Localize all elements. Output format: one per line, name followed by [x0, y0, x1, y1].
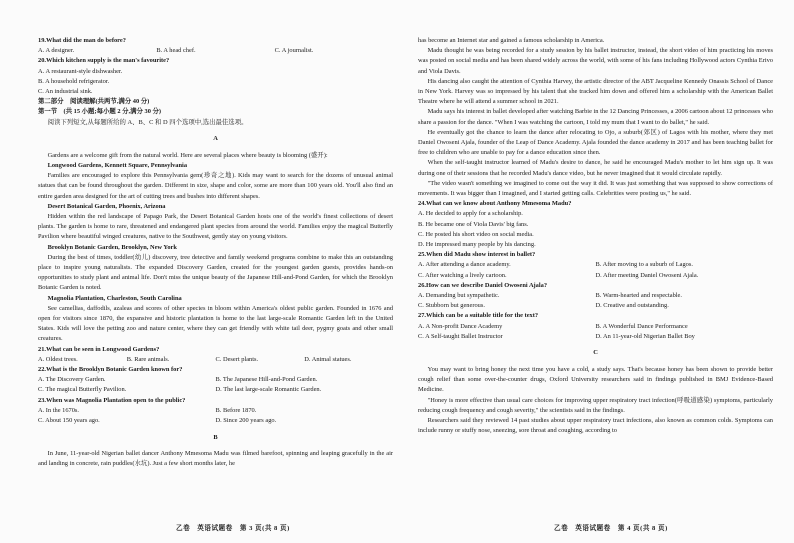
q23-options-row2 — [38, 416, 393, 426]
q26-options-row1 — [418, 291, 773, 301]
q21-option-b: B. Rare animals. — [126, 355, 170, 363]
q23-option-d: D. Since 200 years ago. — [215, 417, 277, 425]
q19-option-c: C. A journalist. — [274, 47, 314, 55]
q22-options-row2 — [38, 385, 393, 395]
left-column — [38, 36, 393, 470]
q26-option-b: B. Warm-hearted and respectable. — [595, 292, 682, 300]
passage-b-p1: has become an Internet star and gained a famous scholarship in America. — [418, 37, 605, 44]
right-column — [418, 36, 773, 437]
q19-option-a: A. A designer. — [38, 47, 75, 55]
passage-b-p6: When the self-taught instructor learned of Madu's desire to dance, he said he encouraged Madu's mother to let him sign up. It was during one of their sessions that he recorded Madu's dance video, but he never imagined that it would circulate rapidly. — [418, 159, 773, 177]
q26-options-row2 — [418, 301, 773, 311]
section1-heading: 第一节 (共 15 小题;每小题 2 分,满分 30 分) — [38, 108, 162, 116]
q22-option-a: A. The Discovery Garden. — [38, 376, 106, 384]
garden4-title: Magnolia Plantation, Charleston, South Carolina — [47, 294, 182, 302]
q27-option-a: A. A Non-profit Dance Academy — [418, 322, 503, 330]
passage-b-title: B — [213, 433, 218, 441]
q19-options — [38, 46, 393, 56]
passage-c-title: C — [593, 349, 598, 357]
q27-question: 27.Which can be a suitable title for the text? — [418, 312, 539, 320]
q23-options-row1 — [38, 406, 393, 416]
q23-option-c: C. About 150 years ago. — [38, 417, 100, 425]
passage-b-p7: "The video wasn't something we imagined to come out the way it did. It was just something that was supposed to show corrections of movements. It was bigger than I imagined, and I started getting calls. Celebrities were posting us," he said. — [418, 179, 773, 198]
q22-question: 22.What is the Brooklyn Botanic Garden known for? — [38, 366, 183, 374]
garden2-title: Desert Botanical Garden, Phoenix, Arizona — [47, 202, 166, 210]
q20-option-c: C. An industrial sink. — [38, 88, 93, 96]
q20-option-b: B. A household refrigerator. — [38, 77, 110, 85]
garden4-text: See camellias, daffodils, azaleas and scores of other species in bloom within America's oldest public garden. Founded in 1676 and open for visitors since 1870, the expansive and historic plantation is home to the last large-scale Romantic Garden left in the United States. Kids will love the petting zoo and nature center, where they can get friendly with white tail deer, pygmy goats and other small creatures. — [38, 304, 393, 343]
q24-option-b: B. He became one of Viola Davis' big fans. — [418, 220, 529, 228]
q21-question: 21.What can be seen in Longwood Gardens? — [38, 345, 160, 353]
garden1-title: Longwood Gardens, Kennett Square, Pennsylvania — [47, 162, 188, 170]
instructions: 阅读下列短文,从每题所给的 A、B、C 和 D 四个选项中,选出最佳选项。 — [47, 118, 248, 126]
q27-options-row2 — [418, 332, 773, 342]
garden3-text: During the best of times, toddler(幼儿) discovery, tree detective and family weekend programs combine to make this an outstanding place to inspire young naturalists. The expanded Discovery Garden, created for the youngest garden guests, provides hands-on opportunities to study plant and animal life. Don't miss the unique beauty of the Japanese Hill-and-Pond Garden, for which the Brooklyn Botanic Garden is noted. — [38, 253, 393, 292]
passage-b-p3: His dancing also caught the attention of Cynthia Harvey, the artistic director of the ABT Jacqueline Kennedy Onassis School of Dance in New York. Harvey was so impressed by his talent that she tracked him down and offered him a scholarship with the American Ballet Theatre where he will attend a summer school in 2021. — [418, 77, 773, 106]
q21-option-d: D. Animal statues. — [304, 355, 352, 363]
q23-option-a: A. In the 1670s. — [38, 406, 80, 414]
q25-question: 25.When did Madu show interest in ballet? — [418, 251, 536, 259]
q25-option-a: A. After attending a dance academy. — [418, 261, 511, 269]
q27-option-c: C. A Self-taught Ballet Instructor — [418, 332, 503, 340]
q24-option-c: C. He posted his short video on social media. — [418, 230, 534, 238]
q20-option-a: A. A restaurant-style dishwasher. — [38, 67, 123, 75]
q26-option-a: A. Demanding but sympathetic. — [418, 292, 500, 300]
q27-option-b: B. A Wonderful Dance Performance — [595, 322, 688, 330]
garden1-text: Families are encouraged to explore this Pennsylvania gem(珍奇之地). Kids may want to search for the dozens of unusual animal statues that can be found throughout the garden. Different in size, shape and color, some are more than 100 years old. You'll also find an entire garden area designed for the art of cutting trees and bushes into different shapes. — [38, 172, 393, 200]
passage-c-p1: You may want to bring honey the next time you have a cold, a study says. That's because honey has been shown to provide better cough relief than some over-the-counter drugs, Oxford University researchers said in findings published in BMJ Evidence-Based Medicine. — [418, 366, 773, 394]
q27-option-d: D. An 11-year-old Nigerian Ballet Boy — [595, 332, 695, 340]
passage-c-p2: "Honey is more effective than usual care choices for improving upper respiratory tract infection(呼吸道感染) symptoms, particularly reducing cough frequency and cough severity," the scientists said in the findings. — [418, 396, 773, 414]
passage-a-title: A — [213, 135, 218, 143]
q24-option-d: D. He impressed many people by his dancing. — [418, 241, 536, 249]
garden2-text: Hidden within the red landscape of Papago Park, the Desert Botanical Garden hosts one of the world's finest collections of desert plants. The garden is home to rare, threatened and endangered plant species from around the world. Families enjoy the magical Butterfly Pavilion where beautiful winged creatures, native to the Southwest, gently stay on young visitors. — [38, 213, 393, 241]
q21-option-c: C. Desert plants. — [215, 355, 259, 363]
passage-b-p4: Madu says his interest in ballet developed after watching Barbie in the 12 Dancing Princesses, a 2006 cartoon about 12 princesses who share a passion for the dance. "When I was watching the cartoon, I told my mum that I want to do ballet," he said. — [418, 108, 773, 126]
q19-option-b: B. A head chef. — [156, 47, 196, 55]
q24-question: 24.What can we know about Anthony Mmesoma Madu? — [418, 200, 572, 208]
q23-option-b: B. Before 1870. — [215, 406, 257, 414]
q22-option-c: C. The magical Butterfly Pavilion. — [38, 386, 127, 394]
q19-question: 19.What did the man do before? — [38, 37, 126, 44]
passage-a-intro: Gardens are a welcome gift from the natural world. Here are several places where beauty is blooming (盛开): — [47, 151, 328, 159]
part2-heading: 第二部分 阅读理解(共两节,满分 40 分) — [38, 98, 150, 106]
garden3-title: Brooklyn Botanic Garden, Brooklyn, New York — [47, 243, 177, 251]
q27-options-row1 — [418, 322, 773, 332]
q22-option-b: B. The Japanese Hill-and-Pond Garden. — [215, 376, 318, 384]
q20-question: 20.Which kitchen supply is the man's favourite? — [38, 57, 170, 65]
q26-option-d: D. Creative and outstanding. — [595, 302, 669, 310]
passage-c-p3: Researchers said they reviewed 14 past studies about upper respiratory tract infections, also known as common colds. Symptoms can include runny or stuffy nose, sneezing, sore throat and coughing, according to — [418, 417, 773, 435]
q26-question: 26.How can we describe Daniel Owoseni Ajala? — [418, 281, 548, 289]
q25-options-row1 — [418, 260, 773, 270]
q25-option-d: D. After meeting Daniel Owoseni Ajala. — [595, 271, 699, 279]
q25-options-row2 — [418, 271, 773, 281]
left-page-footer: 乙卷 英语试题卷 第 3 页(共 8 页) — [176, 525, 290, 532]
q25-option-b: B. After moving to a suburb of Lagos. — [595, 261, 693, 269]
q22-option-d: D. The last large-scale Romantic Garden. — [215, 386, 322, 394]
q26-option-c: C. Stubborn but generous. — [418, 302, 485, 310]
q21-options — [38, 355, 393, 365]
right-page-footer: 乙卷 英语试题卷 第 4 页(共 8 页) — [554, 525, 668, 532]
q22-options-row1 — [38, 375, 393, 385]
passage-b-p2: Madu thought he was being recorded for a study session by his ballet instructor, instead, the short video of him practicing his moves was posted on social media and has been shared widely across the world, with some of his fans including Hollywood actors Cynthia Erivo and Viola Davis. — [418, 47, 773, 75]
q25-option-c: C. After watching a lively cartoon. — [418, 271, 507, 279]
q24-option-a: A. He decided to apply for a scholarship. — [418, 210, 523, 218]
q23-question: 23.When was Magnolia Plantation open to the public? — [38, 396, 186, 404]
passage-b-start: In June, 11-year-old Nigerian ballet dancer Anthony Mmesoma Madu was filmed barefoot, spinning and leaping gracefully in the air and landing in concrete, rain puddles(水坑). Just a few short months later, he — [38, 450, 393, 468]
passage-b-p5: He eventually got the chance to learn the dance after relocating to Ojo, a suburb(郊区) of Lagos with his mother, where they met Daniel Owoseni Ajala, founder of the Leap of Dance Academy. Ajala founded the dance academy in 2017 and has been teaching ballet for free to children who are unable to pay for a dance education since then. — [418, 128, 773, 157]
q21-option-a: A. Oldest trees. — [38, 355, 78, 363]
